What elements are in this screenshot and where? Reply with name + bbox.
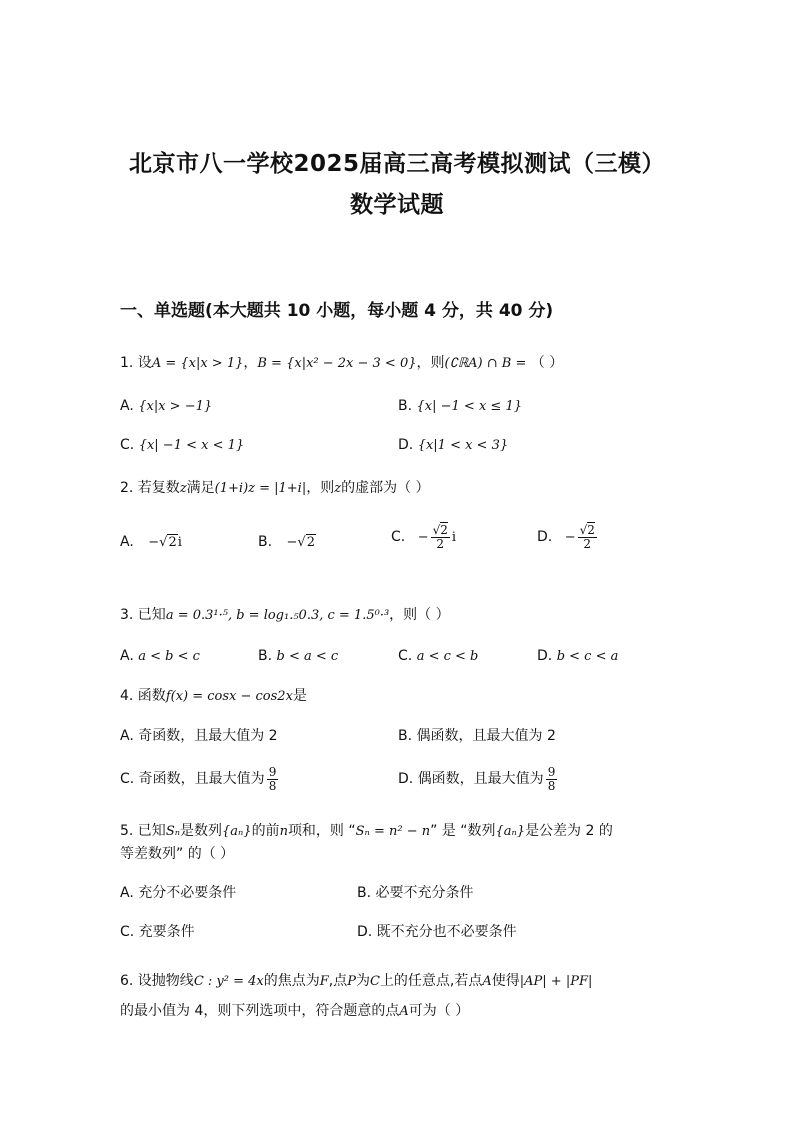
q6-mid2: ,点 [328,973,348,989]
q5-option-b: B. 必要不充分条件 [357,885,474,901]
option-label: D. [537,648,553,664]
fraction-numerator: 9 [268,765,277,779]
q6-p: P [347,974,356,989]
q2-z2: z [334,481,342,496]
q5-mid4: ” 是 “数列 [430,823,496,839]
radicand: 2 [306,535,315,550]
q6-a: A [482,974,492,989]
q1-answer-paren: （ ） [530,355,564,371]
option-label: A. [120,534,134,550]
q1-prefix: 1. 设 [120,355,152,371]
question-6 [120,970,592,990]
q2-mid2: ，则 [306,480,335,496]
q1-set-b: B = {x|x² − 2x − 3 < 0} [257,356,417,371]
q6-a2: A [399,1004,409,1019]
q6-expr: |AP| + |PF| [519,974,593,989]
option-text: {x|x > −1} [138,399,213,414]
q6-mid3: 为 [355,973,370,989]
option-label: B. [398,398,413,414]
fraction [267,766,279,792]
q5-option-c: C. 充要条件 [120,924,195,940]
q1-option-b [398,398,522,414]
q5-an2: {aₙ} [495,824,526,839]
q5-prefix: 5. 已知 [120,823,166,839]
q4-prefix: 4. 函数 [120,688,166,704]
radicand: 2 [587,523,595,537]
question-6-line2 [120,1000,469,1020]
q6-prefix: 6. 设抛物线 [120,973,194,989]
q4-option-c [120,766,280,792]
option-text: {x|1 < x < 3} [417,438,509,453]
q6-curve: C : y² = 4x [193,974,264,989]
q3-prefix: 3. 已知 [120,607,166,623]
q5-option-d: D. 既不充分也不必要条件 [357,924,517,940]
q4-option-b: B. 偶函数，且最大值为 2 [398,728,556,744]
minus-sign: − [417,530,429,546]
q2-option-b [258,534,316,550]
q4-option-d [398,766,559,792]
question-3 [120,604,450,624]
option-text: a < c < b [416,649,479,664]
q5-mid1: 是数列 [180,823,222,839]
q5-option-a: A. 充分不必要条件 [120,885,237,901]
q3-expr: a = 0.3¹·⁵, b = log₁.₅0.3, c = 1.5⁰·³ [165,608,390,623]
q2-equation: (1+i)z = |1+i| [214,481,307,496]
option-label: D. [398,437,414,453]
q1-option-a [120,398,212,414]
option-text: b < c < a [556,649,619,664]
option-label: C. [398,648,413,664]
q4-expr: f(x) = cosx − cos2x [165,689,293,704]
fraction-numerator: 9 [547,765,556,779]
radicand: 2 [168,535,177,550]
option-label: C. [391,529,406,546]
imag-unit: i [451,530,457,546]
question-5 [120,820,613,840]
q6-line2-text: 的最小值为 4，则下列选项中，符合题意的点 [120,1003,400,1019]
question-4 [120,685,307,705]
q3-option-a [120,648,200,664]
q6-c: C [369,974,380,989]
question-1 [120,352,563,372]
q1-option-c [120,437,244,453]
option-text: C. 奇函数，且最大值为 [120,771,265,788]
q4-suffix: 是 [292,688,307,704]
fraction-numerator: √2 [579,523,595,537]
fraction-denominator: 8 [547,778,556,793]
q1-set-a: A = {x|x > 1} [151,356,244,371]
option-label: A. [120,398,134,414]
q1-expr: (∁ℝA) ∩ B = [444,356,527,371]
q1-sep: ， [243,355,258,371]
q5-equation: Sₙ = n² − n [355,824,431,839]
q1-mid: ，则 [416,355,445,371]
q5-sn: Sₙ [165,824,180,839]
q3-option-d [537,648,618,664]
option-label: D. [537,529,553,546]
q6-line2-tail: 可为（ ） [408,1003,470,1019]
q3-option-c [398,648,478,664]
q6-f: F [319,974,329,989]
q2-prefix: 2. 若复数 [120,480,180,496]
q5-an: {aₙ} [222,824,252,839]
q5-mid3: 项和，则 “ [287,823,356,839]
exam-subtitle: 数学试题 [350,192,444,218]
q5-n: n [279,824,288,839]
q1-option-d [398,437,508,453]
q3-option-b [258,648,338,664]
fraction [578,524,597,550]
option-label: A. [120,648,134,664]
option-text: D. 偶函数，且最大值为 [398,771,544,788]
q2-option-d [537,524,599,550]
sqrt-expr: √2 [159,535,177,550]
minus-sign: − [286,535,298,550]
minus-sign: − [564,530,576,546]
q2-suffix: 的虚部为（ ） [341,480,430,496]
q6-mid1: 的焦点为 [263,973,320,989]
fraction-denominator: 8 [268,778,277,793]
option-text: {x| −1 < x < 1} [138,438,245,453]
imag-unit: i [177,535,182,550]
option-label: B. [258,648,273,664]
q2-z: z [179,481,187,496]
fraction-denominator: 2 [436,536,445,551]
question-2 [120,477,430,497]
q3-suffix: ，则（ ） [389,607,450,623]
option-text: b < a < c [276,649,339,664]
fraction [431,524,450,550]
q4-option-a: A. 奇函数，且最大值为 2 [120,728,278,744]
q6-mid4: 上的任意点,若点 [379,973,483,989]
q6-mid5: 使得 [491,973,520,989]
option-label: C. [120,437,135,453]
q2-mid1: 满足 [186,480,215,496]
exam-title: 北京市八一学校2025届高三高考模拟测试（三模） [128,151,665,177]
q2-option-c [391,524,456,550]
section-heading: 一、单选题(本大题共 10 小题，每小题 4 分，共 40 分) [120,301,554,321]
q2-option-a [120,534,182,550]
fraction-denominator: 2 [583,536,592,551]
radicand: 2 [440,523,448,537]
option-text: {x| −1 < x ≤ 1} [416,399,522,414]
question-5-line2: 等差数列” 的（ ） [120,846,235,862]
sqrt-expr: √2 [297,535,315,550]
option-text: a < b < c [138,649,200,664]
fraction [546,766,558,792]
minus-sign: − [148,535,160,550]
fraction-numerator: √2 [432,523,448,537]
option-label: B. [258,534,273,550]
q5-mid2: 的前 [251,823,280,839]
q5-mid5: 是公差为 2 的 [525,823,613,839]
